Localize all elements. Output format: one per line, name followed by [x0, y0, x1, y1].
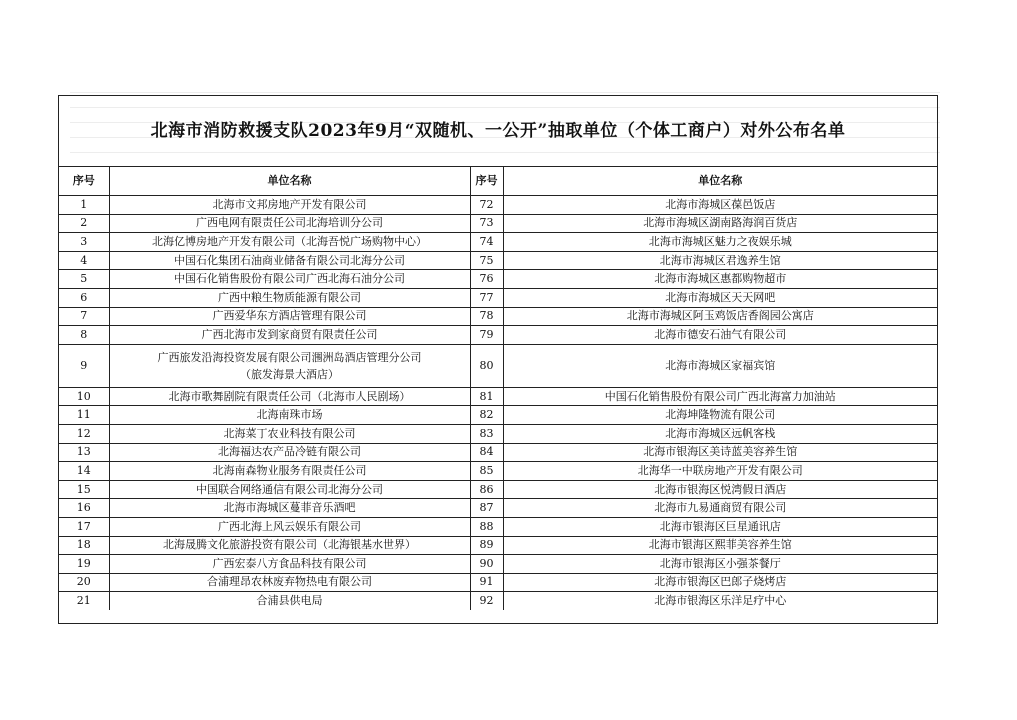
table-row: [59, 233, 937, 252]
table-row: [59, 462, 937, 481]
unit-name-left: 广西北海市发到家商贸有限责任公司: [109, 326, 470, 345]
row-number-right: 86: [470, 480, 503, 499]
row-number-left: 14: [59, 462, 109, 481]
unit-name-right: 北海市德安石油气有限公司: [503, 326, 937, 345]
row-number-right: 87: [470, 499, 503, 518]
table-row: [59, 555, 937, 574]
row-number-left: 11: [59, 406, 109, 425]
document-page: [58, 95, 938, 624]
row-number-right: 90: [470, 555, 503, 574]
unit-name-left: 广西电网有限责任公司北海培训分公司: [109, 214, 470, 233]
unit-name-right: 北海市海城区惠都购物超市: [503, 270, 937, 289]
row-number-left: 9: [59, 344, 109, 387]
row-number-left: 18: [59, 536, 109, 555]
row-number-left: 21: [59, 592, 109, 610]
document-title: 北海市消防救援支队2023年9月“双随机、一公开”抽取单位（个体工商户）对外公布名单: [59, 96, 937, 167]
header-left-unit-name: 单位名称: [109, 167, 470, 196]
row-number-left: 17: [59, 517, 109, 536]
unit-name-left: 中国石化集团石油商业储备有限公司北海分公司: [109, 251, 470, 270]
unit-name-right: 北海坤隆物流有限公司: [503, 406, 937, 425]
row-number-left: 13: [59, 443, 109, 462]
table-row: [59, 326, 937, 345]
row-number-left: 8: [59, 326, 109, 345]
unit-list-table: [59, 167, 937, 610]
unit-name-left: 北海菜丁农业科技有限公司: [109, 424, 470, 443]
table-row: [59, 443, 937, 462]
unit-name-right: 北海市海城区家福宾馆: [503, 344, 937, 387]
row-number-left: 4: [59, 251, 109, 270]
row-number-left: 6: [59, 288, 109, 307]
unit-name-left: 广西宏泰八方食品科技有限公司: [109, 555, 470, 574]
unit-name-right: 北海市九易通商贸有限公司: [503, 499, 937, 518]
row-number-right: 75: [470, 251, 503, 270]
unit-name-right: 北海市银海区熙菲美容养生馆: [503, 536, 937, 555]
row-number-right: 89: [470, 536, 503, 555]
table-row: [59, 307, 937, 326]
table-row: [59, 214, 937, 233]
row-number-left: 5: [59, 270, 109, 289]
row-number-left: 1: [59, 196, 109, 215]
table-row: [59, 196, 937, 215]
table-row: [59, 406, 937, 425]
row-number-right: 88: [470, 517, 503, 536]
unit-name-right: 北海市银海区巴郎子烧烤店: [503, 573, 937, 592]
table-row: [59, 536, 937, 555]
row-number-right: 84: [470, 443, 503, 462]
row-number-right: 74: [470, 233, 503, 252]
unit-name-right: 北海市银海区巨星通讯店: [503, 517, 937, 536]
row-number-right: 81: [470, 387, 503, 406]
row-number-right: 79: [470, 326, 503, 345]
table-row: [59, 288, 937, 307]
unit-name-left: 合浦理昂农林废弃物热电有限公司: [109, 573, 470, 592]
unit-name-left: 中国石化销售股份有限公司广西北海石油分公司: [109, 270, 470, 289]
table-row: [59, 517, 937, 536]
row-number-left: 10: [59, 387, 109, 406]
table-row: [59, 424, 937, 443]
unit-name-right: 北海市海城区魅力之夜娱乐城: [503, 233, 937, 252]
unit-name-left: 北海南珠市场: [109, 406, 470, 425]
table-row: [59, 592, 937, 610]
row-number-left: 3: [59, 233, 109, 252]
unit-name-right: 中国石化销售股份有限公司广西北海富力加油站: [503, 387, 937, 406]
unit-name-right: 北海市海城区湖南路海润百货店: [503, 214, 937, 233]
unit-name-left: 广西中粮生物质能源有限公司: [109, 288, 470, 307]
unit-name-right: 北海市海城区远帆客栈: [503, 424, 937, 443]
unit-name-right: 北海市银海区乐洋足疗中心: [503, 592, 937, 610]
table-row: [59, 573, 937, 592]
header-right-unit-name: 单位名称: [503, 167, 937, 196]
row-number-left: 16: [59, 499, 109, 518]
header-right-number: 序号: [470, 167, 503, 196]
unit-name-left-line1: 广西旅发沿海投资发展有限公司涠洲岛酒店管理分公司: [157, 350, 422, 364]
unit-name-right: 北海华一中联房地产开发有限公司: [503, 462, 937, 481]
row-number-right: 78: [470, 307, 503, 326]
row-number-left: 2: [59, 214, 109, 233]
row-number-left: 7: [59, 307, 109, 326]
unit-name-right: 北海市银海区悦湾假日酒店: [503, 480, 937, 499]
table-row: [59, 499, 937, 518]
unit-name-left: 北海亿博房地产开发有限公司（北海吾悦广场购物中心）: [109, 233, 470, 252]
table-row: [59, 387, 937, 406]
row-number-right: 85: [470, 462, 503, 481]
unit-name-left: 北海南森物业服务有限责任公司: [109, 462, 470, 481]
table-header-row: [59, 167, 937, 196]
unit-name-left: 北海晟腾文化旅游投资有限公司（北海银基水世界）: [109, 536, 470, 555]
unit-name-right: 北海市海城区葆邑饭店: [503, 196, 937, 215]
unit-name-left: 北海市海城区蔓菲音乐酒吧: [109, 499, 470, 518]
table-row: [59, 344, 937, 387]
header-left-number: 序号: [59, 167, 109, 196]
row-number-left: 12: [59, 424, 109, 443]
row-number-right: 76: [470, 270, 503, 289]
table-row: [59, 251, 937, 270]
row-number-right: 83: [470, 424, 503, 443]
row-number-right: 92: [470, 592, 503, 610]
unit-name-left: 北海福达农产品冷链有限公司: [109, 443, 470, 462]
row-number-left: 15: [59, 480, 109, 499]
row-number-right: 80: [470, 344, 503, 387]
unit-name-left: 北海市歌舞剧院有限责任公司（北海市人民剧场）: [109, 387, 470, 406]
unit-name-right: 北海市海城区阿玉鸡饭店香阁园公寓店: [503, 307, 937, 326]
unit-name-left: 中国联合网络通信有限公司北海分公司: [109, 480, 470, 499]
table-row: [59, 270, 937, 289]
row-number-left: 19: [59, 555, 109, 574]
row-number-right: 82: [470, 406, 503, 425]
row-number-right: 73: [470, 214, 503, 233]
row-number-right: 77: [470, 288, 503, 307]
unit-name-left: 广西北海上风云娱乐有限公司: [109, 517, 470, 536]
unit-name-right: 北海市银海区美诗蓝美容养生馆: [503, 443, 937, 462]
unit-name-left: 北海市文邦房地产开发有限公司: [109, 196, 470, 215]
row-number-right: 91: [470, 573, 503, 592]
unit-name-right: 北海市海城区君逸养生馆: [503, 251, 937, 270]
unit-name-left-line2: （旅发海景大酒店）: [240, 367, 339, 381]
unit-name-right: 北海市海城区天天网吧: [503, 288, 937, 307]
unit-name-right: 北海市银海区小强茶餐厅: [503, 555, 937, 574]
table-row: [59, 480, 937, 499]
unit-name-left: [109, 344, 470, 387]
unit-name-left: 广西爱华东方酒店管理有限公司: [109, 307, 470, 326]
row-number-right: 72: [470, 196, 503, 215]
unit-name-left: 合浦县供电局: [109, 592, 470, 610]
row-number-left: 20: [59, 573, 109, 592]
